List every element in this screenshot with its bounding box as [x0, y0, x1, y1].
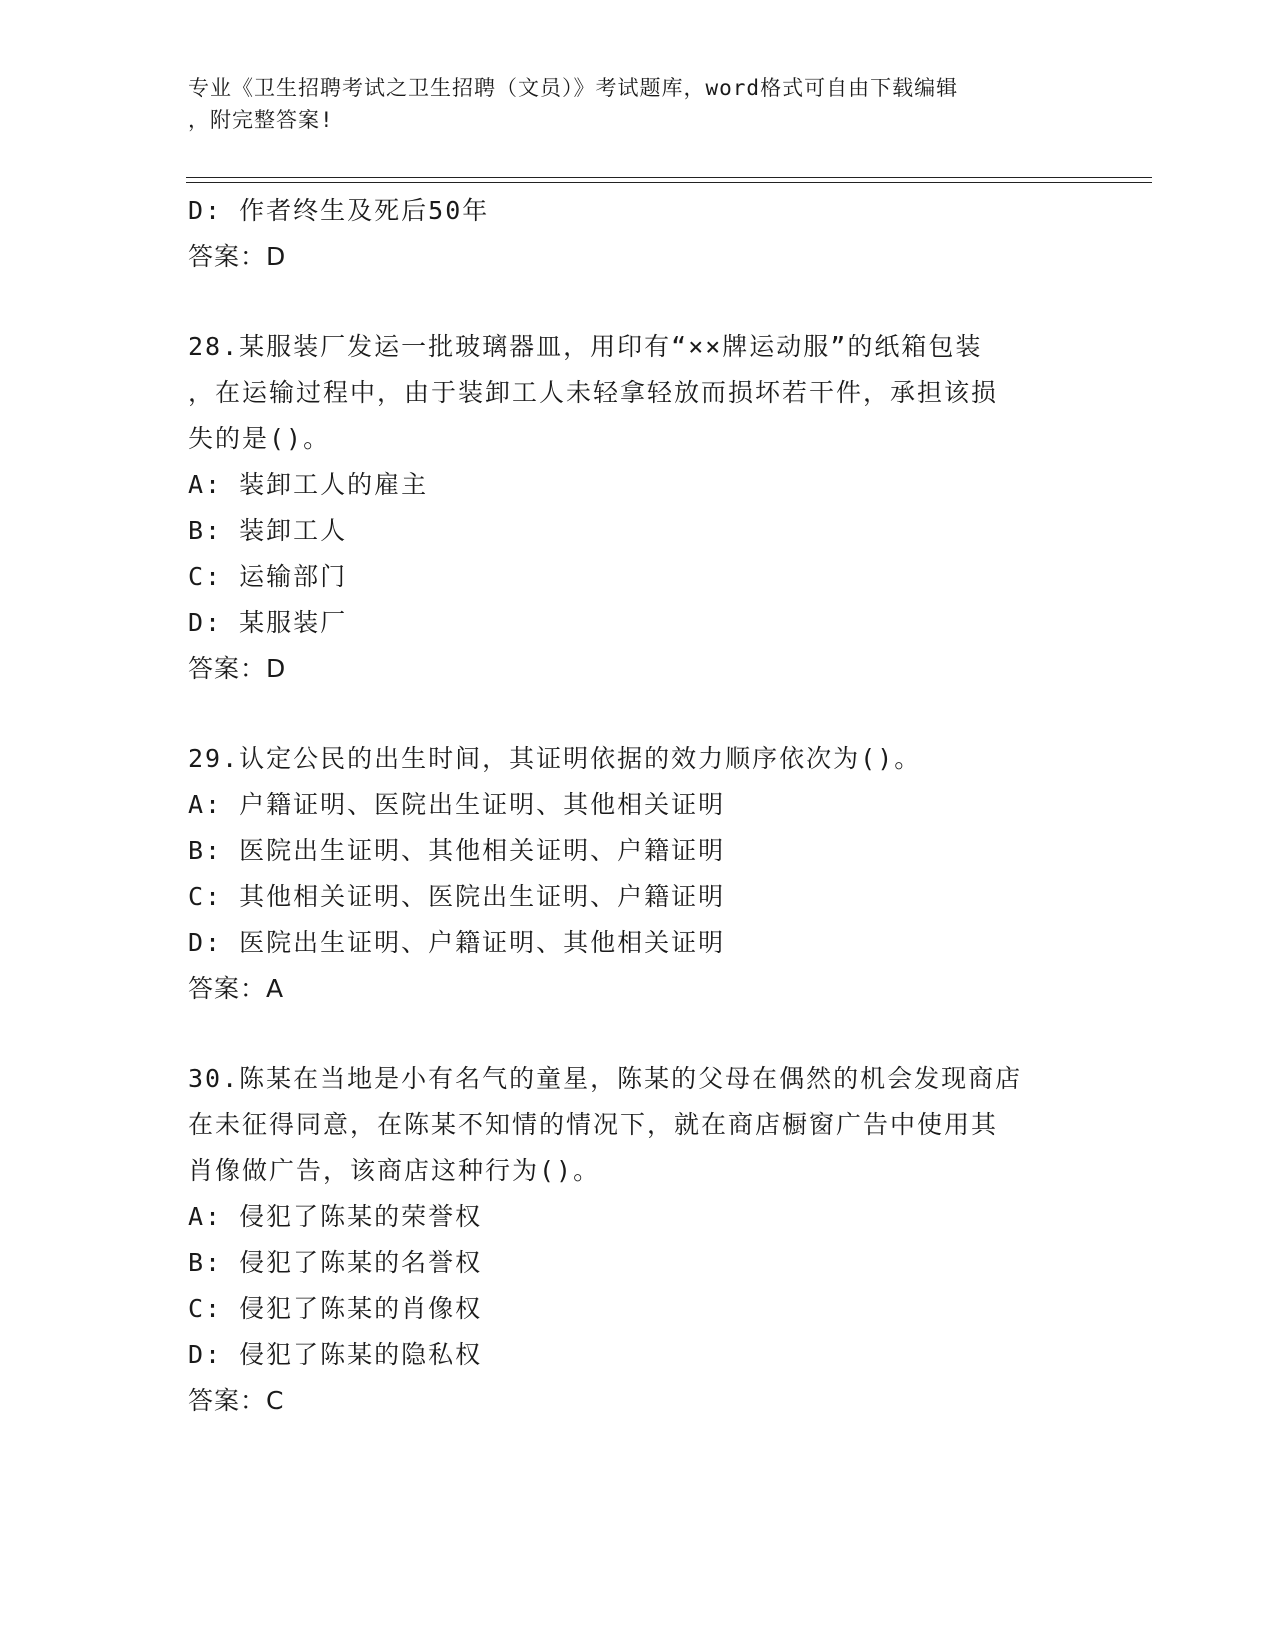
option-d: D: 侵犯了陈某的隐私权 [188, 1340, 483, 1369]
option-a: A: 户籍证明、医院出生证明、其他相关证明 [188, 790, 726, 819]
answer-line: 答案：A [188, 974, 285, 1003]
answer-line: 答案：C [188, 1386, 285, 1415]
header-divider-top [186, 177, 1152, 178]
option-c: C: 其他相关证明、医院出生证明、户籍证明 [188, 882, 726, 911]
option-b: B: 医院出生证明、其他相关证明、户籍证明 [188, 836, 726, 865]
question-27-tail [188, 188, 1088, 280]
answer-line: 答案：D [188, 654, 287, 683]
question-text-line: 28.某服装厂发运一批玻璃器皿，用印有“××牌运动服”的纸箱包装 [188, 332, 983, 361]
option-d: D: 医院出生证明、户籍证明、其他相关证明 [188, 928, 726, 957]
option-d: D: 某服装厂 [188, 608, 348, 637]
question-30 [188, 1056, 1088, 1424]
question-text-line: 30.陈某在当地是小有名气的童星，陈某的父母在偶然的机会发现商店 [188, 1064, 1023, 1093]
question-29 [188, 736, 1088, 1012]
question-text-line: 失的是()。 [188, 424, 331, 453]
document-header [188, 72, 1068, 136]
question-28 [188, 324, 1088, 692]
question-text-line: 29.认定公民的出生时间，其证明依据的效力顺序依次为()。 [188, 744, 922, 773]
option-d: D: 作者终生及死后50年 [188, 196, 490, 225]
header-title-line-2: ，附完整答案! [188, 108, 334, 132]
spacer [188, 692, 1088, 736]
answer-line: 答案：D [188, 242, 287, 271]
question-list [188, 188, 1088, 1424]
option-c: C: 运输部门 [188, 562, 348, 591]
question-text-line: ，在运输过程中，由于装卸工人未轻拿轻放而损坏若干件，承担该损 [188, 378, 999, 407]
spacer [188, 280, 1088, 324]
option-c: C: 侵犯了陈某的肖像权 [188, 1294, 483, 1323]
option-a: A: 装卸工人的雇主 [188, 470, 429, 499]
spacer [188, 1012, 1088, 1056]
question-text-line: 在未征得同意，在陈某不知情的情况下，就在商店橱窗广告中使用其 [188, 1110, 999, 1139]
option-a: A: 侵犯了陈某的荣誉权 [188, 1202, 483, 1231]
question-text-line: 肖像做广告，该商店这种行为()。 [188, 1156, 601, 1185]
option-b: B: 装卸工人 [188, 516, 348, 545]
header-title-line-1: 专业《卫生招聘考试之卫生招聘（文员）》考试题库，word格式可自由下载编辑 [188, 76, 959, 100]
header-divider-bottom [186, 182, 1152, 183]
option-b: B: 侵犯了陈某的名誉权 [188, 1248, 483, 1277]
